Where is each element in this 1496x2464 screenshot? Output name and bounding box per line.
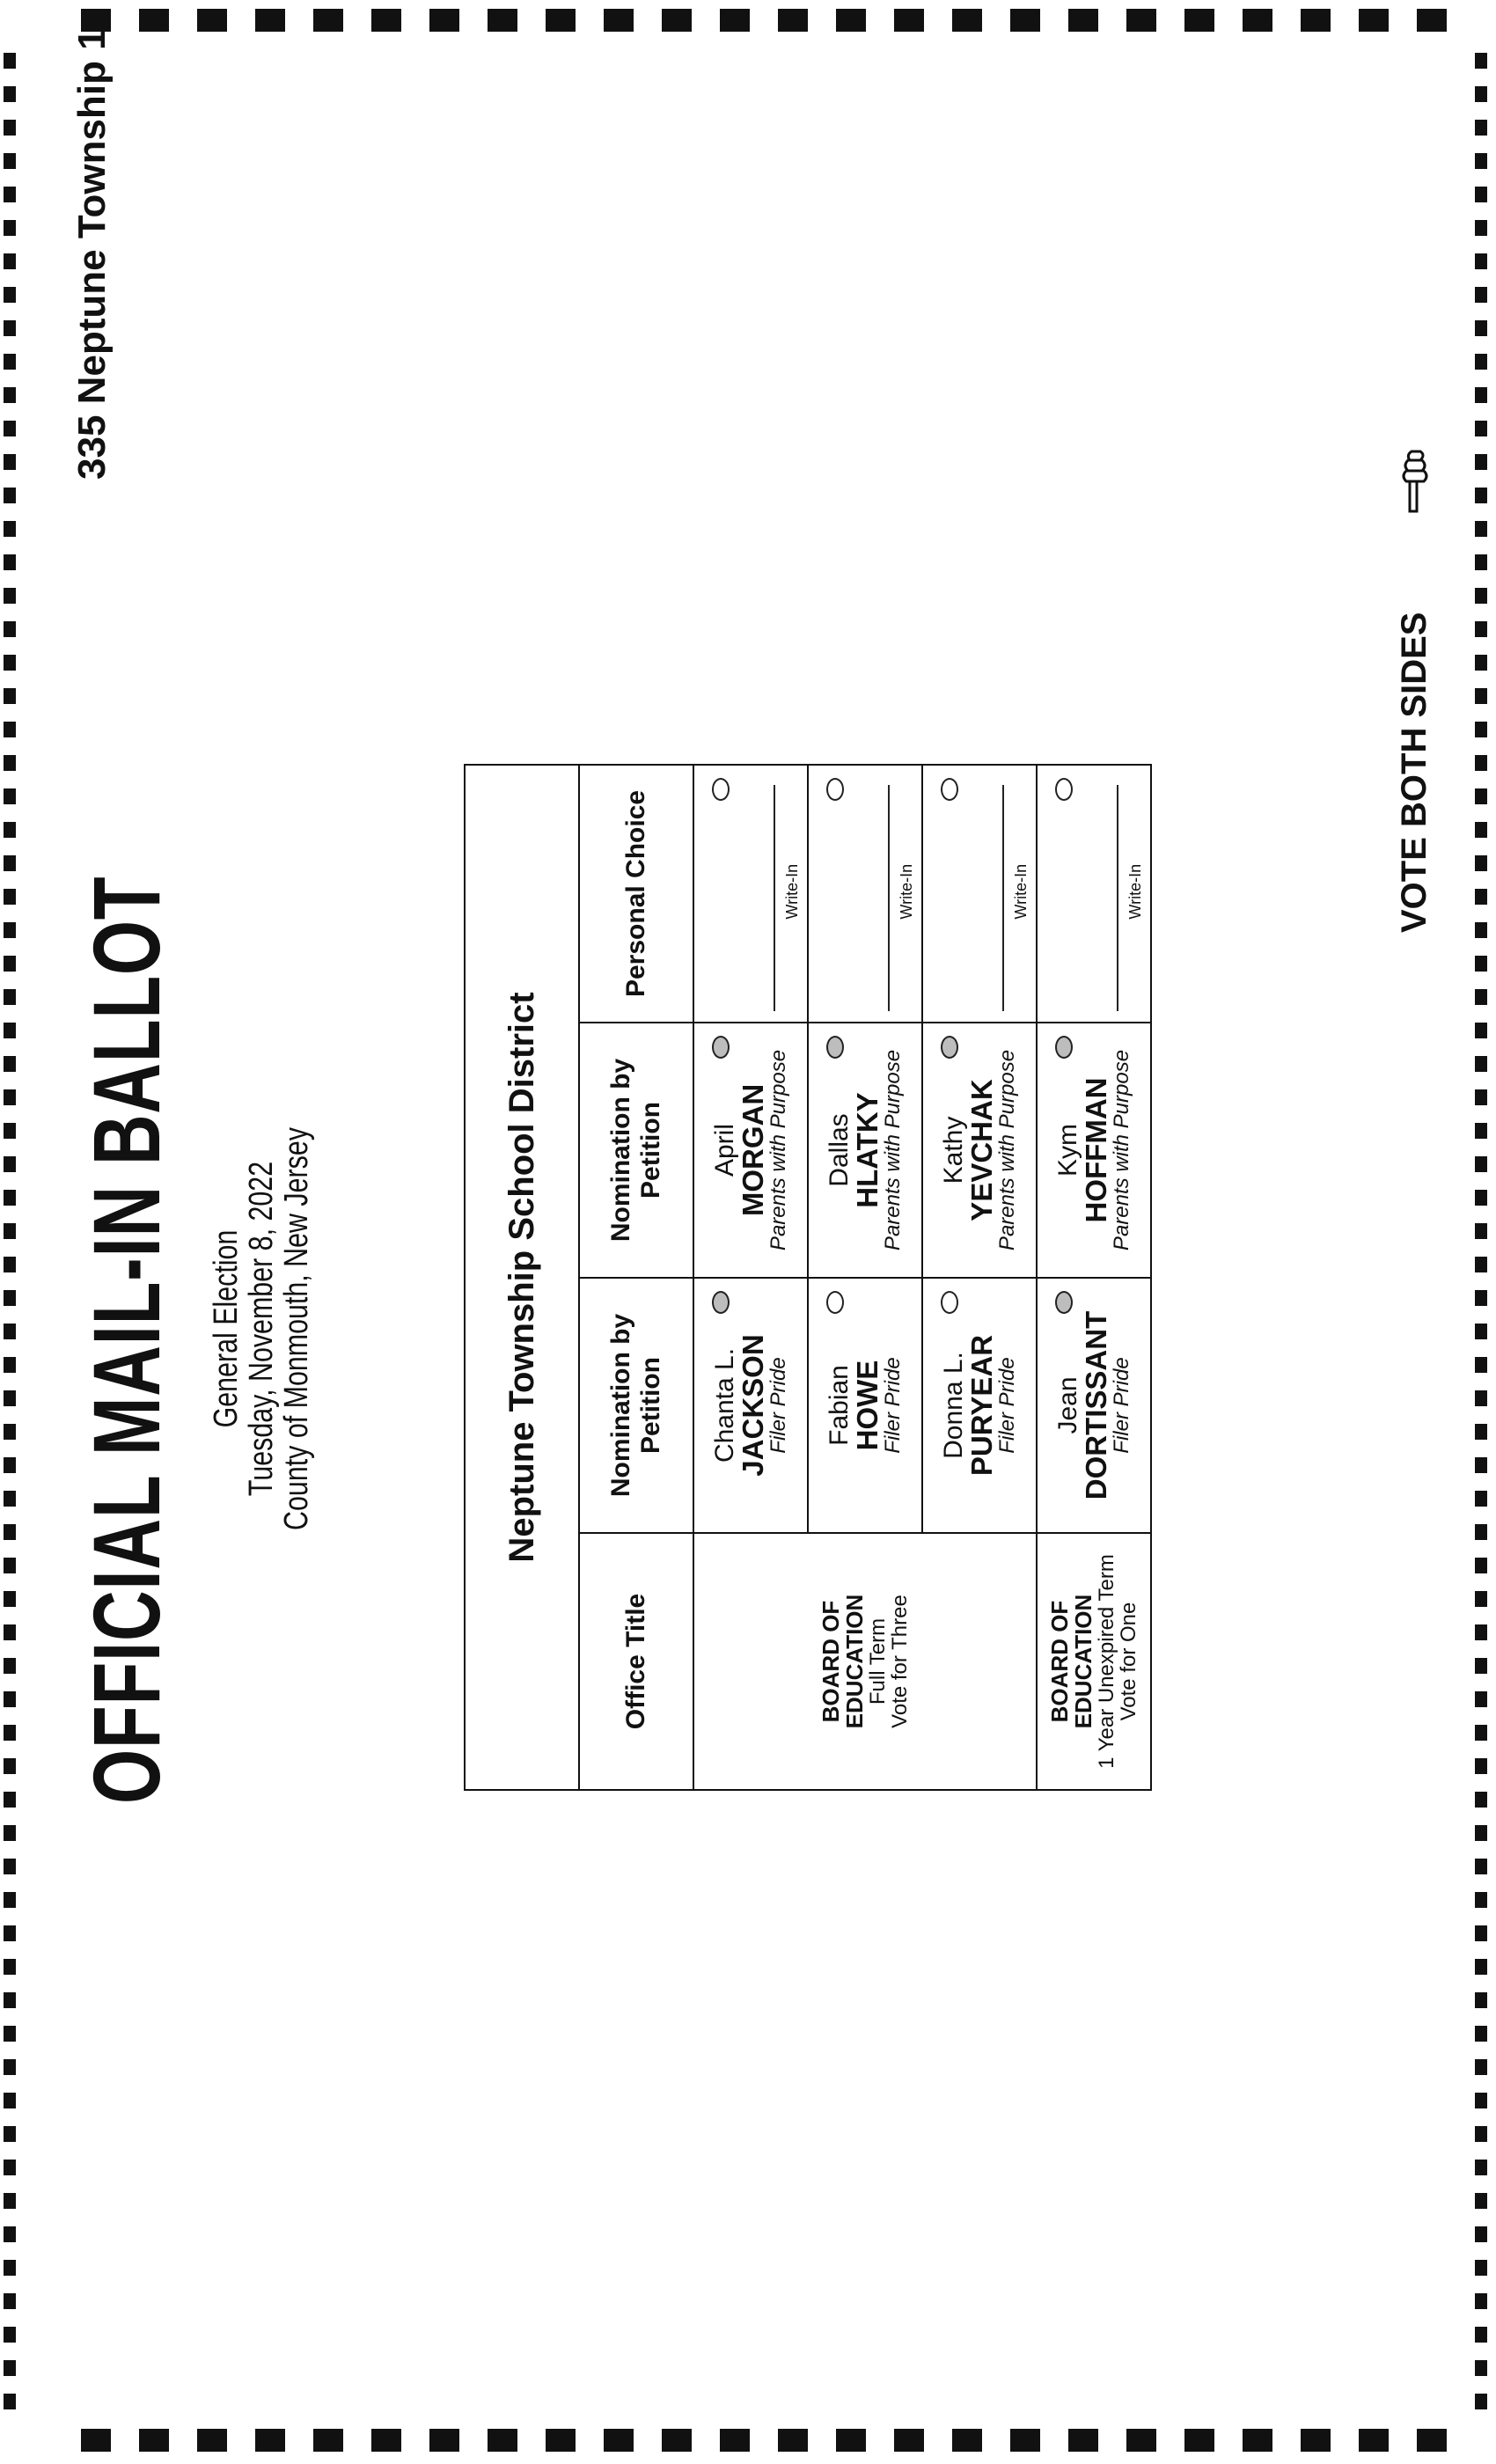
timing-mark [4,588,16,604]
timing-mark [1475,1892,1487,1908]
timing-mark [1475,153,1487,169]
timing-mark [4,688,16,704]
timing-mark [1475,2394,1487,2409]
timing-mark [1475,855,1487,871]
timing-mark [1475,889,1487,905]
timing-mark [1475,1324,1487,1339]
timing-mark [1475,588,1487,604]
timing-mark [1475,1925,1487,1941]
candidate-first-name: Kym [1052,1124,1082,1177]
candidate-hoffman[interactable] [1037,1023,1151,1278]
timing-mark [4,1859,16,1874]
timing-mark [4,1357,16,1373]
timing-mark [4,1156,16,1172]
write-in-label: Write-In [783,863,801,920]
vote-oval[interactable] [826,1291,844,1314]
timing-mark [1475,1357,1487,1373]
timing-mark [4,1390,16,1406]
candidate-first-name: Kathy [938,1116,968,1184]
timing-mark [4,922,16,938]
timing-mark [4,153,16,169]
timing-mark [4,889,16,905]
timing-mark [4,1591,16,1607]
vote-oval[interactable] [712,778,730,801]
timing-mark [4,2260,16,2276]
timing-mark [1475,2327,1487,2343]
timing-mark [1475,1658,1487,1674]
timing-mark [4,2293,16,2309]
candidate-slogan: Filer Pride [995,1357,1020,1454]
ballot-title: OFFICIAL MAIL-IN BALLOT [73,876,180,1804]
election-date: Tuesday, November 8, 2022 [243,1161,280,1497]
timing-mark [4,253,16,269]
timing-mark [4,454,16,470]
timing-mark [1475,421,1487,436]
timing-mark [4,2226,16,2242]
timing-mark [1475,722,1487,737]
candidate-first-name: April [709,1124,739,1177]
timing-mark [4,1324,16,1339]
timing-mark [4,755,16,771]
candidate-morgan[interactable] [693,1023,808,1278]
timing-mark [4,655,16,671]
timing-mark [1475,1424,1487,1440]
timing-mark [1475,1056,1487,1072]
timing-mark [4,354,16,370]
vote-oval[interactable] [1055,778,1073,801]
vote-oval[interactable] [1055,1291,1073,1314]
timing-mark [4,2394,16,2409]
timing-marks-bottom [0,2429,1496,2452]
timing-mark [1475,2160,1487,2175]
timing-marks-right [1475,0,1489,2464]
timing-mark [1475,2293,1487,2309]
timing-mark [4,2026,16,2042]
timing-mark [4,287,16,303]
timing-mark [1475,1190,1487,1206]
timing-mark [4,1892,16,1908]
timing-mark [1475,86,1487,102]
candidate-yevchak[interactable] [922,1023,1037,1278]
header-column-2: Nomination by Petition [579,1023,693,1278]
timing-mark [4,1658,16,1674]
timing-mark [4,1825,16,1841]
pointing-hand-icon [1389,444,1442,515]
timing-mark [1475,1524,1487,1540]
vote-oval[interactable] [941,778,958,801]
election-name: General Election [208,1229,245,1428]
timing-mark [4,2059,16,2075]
timing-mark [1475,2059,1487,2075]
timing-mark [4,722,16,737]
ballot-header [73,660,370,1804]
vote-oval[interactable] [1055,1036,1073,1059]
timing-mark [4,2327,16,2343]
candidate-slogan: Parents with Purpose [995,1049,1020,1251]
timing-mark [1475,1123,1487,1139]
office-term: Full Term [866,1617,891,1705]
vote-both-sides: VOTE BOTH SIDES [1395,612,1434,933]
timing-mark [4,86,16,102]
timing-mark [1475,2026,1487,2042]
timing-mark [1475,120,1487,136]
timing-mark [1475,956,1487,972]
timing-mark [1475,1558,1487,1573]
vote-oval[interactable] [826,778,844,801]
timing-mark [1475,655,1487,671]
candidate-jackson[interactable] [693,1278,808,1533]
timing-mark [1475,1992,1487,2008]
timing-mark [4,220,16,236]
timing-mark [4,1190,16,1206]
timing-mark [1475,287,1487,303]
timing-mark [1475,253,1487,269]
timing-mark [1475,387,1487,403]
candidate-slogan: Parents with Purpose [881,1049,906,1251]
timing-mark [4,2160,16,2175]
candidate-last-name: DORTISSANT [1080,1310,1113,1500]
district-header: Neptune Township School District [465,765,579,1790]
timing-mark [1475,1591,1487,1607]
candidate-first-name: Chanta L. [709,1347,739,1463]
timing-mark [1475,688,1487,704]
timing-mark [1475,621,1487,637]
timing-mark [1475,1758,1487,1774]
timing-mark [4,521,16,537]
timing-mark [4,1457,16,1473]
timing-mark [1475,1023,1487,1038]
timing-mark [1475,2226,1487,2242]
timing-mark [1475,488,1487,503]
office-board-unexpired-term [1037,1533,1151,1790]
candidate-slogan: Filer Pride [766,1357,791,1454]
timing-mark [4,421,16,436]
timing-mark [4,788,16,804]
write-in-line[interactable] [888,785,890,1011]
candidate-slogan: Parents with Purpose [766,1049,791,1251]
timing-mark [4,1491,16,1507]
timing-mark [4,1257,16,1272]
timing-mark [4,2360,16,2376]
write-in-cell[interactable] [922,765,1037,1023]
candidate-last-name: HOFFMAN [1080,1077,1113,1223]
write-in-label: Write-In [1012,863,1030,920]
timing-mark [4,2093,16,2108]
timing-mark [1475,1725,1487,1741]
timing-mark [1475,822,1487,838]
timing-mark [4,1290,16,1306]
candidate-slogan: Filer Pride [1110,1357,1134,1454]
write-in-line[interactable] [774,785,775,1011]
timing-mark [4,2126,16,2142]
timing-mark [1475,320,1487,336]
timing-mark [4,1223,16,1239]
vote-oval[interactable] [941,1291,958,1314]
header-office-title: Office Title [579,1533,693,1790]
candidate-last-name: MORGAN [737,1083,770,1217]
timing-mark [1475,788,1487,804]
timing-mark [4,855,16,871]
timing-mark [4,956,16,972]
timing-marks-top [0,9,1496,32]
timing-mark [4,1424,16,1440]
timing-mark [4,387,16,403]
candidate-first-name: Jean [1052,1376,1082,1434]
timing-mark [1475,1959,1487,1975]
timing-mark [4,1624,16,1640]
election-county: County of Monmouth, New Jersey [278,1127,315,1530]
timing-mark [1475,1792,1487,1808]
vote-oval[interactable] [712,1291,730,1314]
candidate-hlatky[interactable] [808,1023,922,1278]
timing-mark [1475,521,1487,537]
timing-mark [1475,1825,1487,1841]
timing-mark [1475,2193,1487,2209]
timing-mark [1475,922,1487,938]
timing-mark [4,1123,16,1139]
timing-mark [4,1758,16,1774]
candidate-first-name: Fabian [824,1365,854,1446]
timing-mark [4,1925,16,1941]
timing-mark [1475,1156,1487,1172]
timing-mark [4,554,16,570]
timing-mark [1475,1223,1487,1239]
timing-mark [1475,554,1487,570]
write-in-label: Write-In [898,863,915,920]
timing-mark [1475,1859,1487,1874]
timing-mark [4,621,16,637]
candidate-last-name: YEVCHAK [965,1079,999,1221]
header-column-1: Nomination by Petition [579,1278,693,1533]
candidate-last-name: HLATKY [851,1092,884,1208]
timing-mark [4,1992,16,2008]
timing-mark [1475,755,1487,771]
candidate-slogan: Filer Pride [881,1357,906,1454]
timing-mark [4,1524,16,1540]
timing-mark [4,1023,16,1038]
timing-mark [1475,2360,1487,2376]
timing-mark [4,2193,16,2209]
write-in-label: Write-In [1126,863,1144,920]
candidate-last-name: PURYEAR [965,1334,999,1477]
candidate-puryear[interactable] [922,1278,1037,1533]
timing-mark [1475,2093,1487,2108]
candidate-dortissant[interactable] [1037,1278,1151,1533]
office-vote-for: Vote for One [1117,1602,1141,1721]
timing-marks-left [4,0,18,2464]
candidate-slogan: Parents with Purpose [1110,1049,1134,1251]
precinct-label: 335 Neptune Township 1 [70,28,114,480]
timing-mark [1475,2260,1487,2276]
timing-mark [4,989,16,1005]
candidate-howe[interactable] [808,1278,922,1533]
timing-mark [1475,1691,1487,1707]
vote-oval[interactable] [941,1036,958,1059]
timing-mark [1475,220,1487,236]
ballot-table [464,766,1144,1791]
office-title: BOARD OF EDUCATION [817,1594,868,1729]
office-vote-for: Vote for Three [888,1595,913,1728]
timing-mark [4,1056,16,1072]
timing-mark [1475,1624,1487,1640]
office-term: 1 Year Unexpired Term [1095,1554,1119,1769]
timing-mark [1475,1089,1487,1105]
timing-mark [4,320,16,336]
timing-mark [4,1558,16,1573]
timing-mark [4,53,16,69]
timing-mark [1475,1290,1487,1306]
timing-mark [1475,1491,1487,1507]
timing-mark [4,488,16,503]
timing-mark [1475,1390,1487,1406]
office-board-full-term [693,1533,1037,1790]
write-in-line[interactable] [1002,785,1004,1011]
timing-mark [1475,989,1487,1005]
vote-oval[interactable] [712,1036,730,1059]
candidate-last-name: JACKSON [737,1334,770,1477]
write-in-line[interactable] [1117,785,1118,1011]
vote-oval[interactable] [826,1036,844,1059]
timing-mark [4,1792,16,1808]
write-in-cell[interactable] [1037,765,1151,1023]
timing-mark [1475,187,1487,202]
candidate-first-name: Dallas [824,1113,854,1187]
header-personal-choice: Personal Choice [579,765,693,1023]
write-in-cell[interactable] [693,765,808,1023]
candidate-last-name: HOWE [851,1360,884,1451]
timing-mark [1475,53,1487,69]
write-in-cell[interactable] [808,765,922,1023]
timing-mark [4,1725,16,1741]
timing-mark [4,187,16,202]
timing-mark [4,1089,16,1105]
timing-mark [4,1691,16,1707]
timing-mark [1475,1457,1487,1473]
office-title: BOARD OF EDUCATION [1045,1594,1096,1729]
timing-mark [1475,2126,1487,2142]
timing-mark [4,1959,16,1975]
timing-mark [1475,1257,1487,1272]
candidate-first-name: Donna L. [938,1352,968,1459]
timing-mark [4,822,16,838]
timing-mark [1475,354,1487,370]
timing-mark [4,120,16,136]
timing-mark [1475,454,1487,470]
